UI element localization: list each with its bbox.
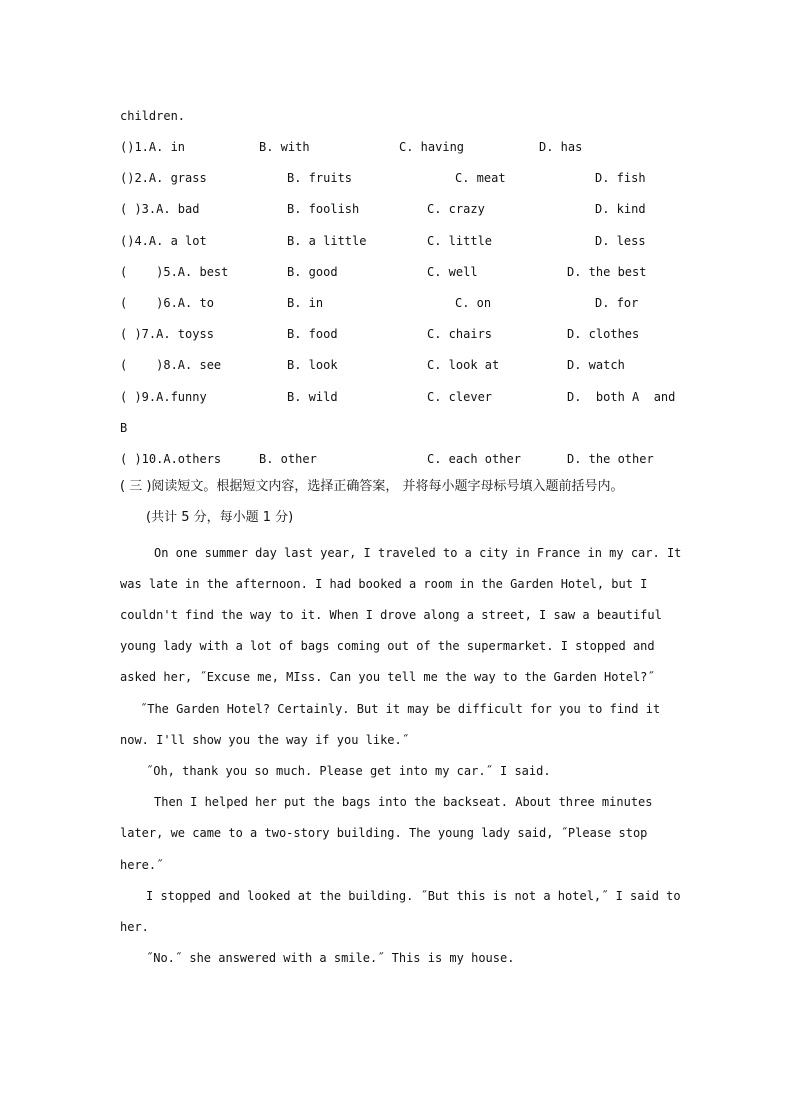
passage-line: her. (120, 920, 149, 934)
option-a: ( )8.A. see (120, 358, 222, 372)
option-b: B. with (259, 140, 310, 154)
option-a: ( )10.A.others (120, 452, 222, 466)
option-a: ( )3.A. bad (120, 202, 200, 216)
option-c: C. chairs (427, 327, 493, 341)
option-a: ( )5.A. best (120, 265, 229, 279)
option-c: C. look at (427, 358, 500, 372)
option-c: C. on (455, 296, 492, 310)
option-b: B. a little (287, 234, 367, 248)
option-c: C. meat (455, 171, 506, 185)
passage-line: Then I helped her put the bags into the backseat. About three minutes (154, 795, 653, 809)
option-d: D. the other (567, 452, 654, 466)
option-a: ( )6.A. to (120, 296, 214, 310)
option-a: ()2.A. grass (120, 171, 207, 185)
passage-line: here.˝ (120, 858, 164, 872)
option-d: D. kind (595, 202, 646, 216)
passage-line: ˝No.˝ she answered with a smile.˝ This is my house. (146, 951, 515, 965)
option-b: B. look (287, 358, 338, 372)
section-subheading: (共计 5 分，每小题 1 分) (146, 510, 294, 525)
option-b: B. other (259, 452, 317, 466)
passage-line: couldn't find the way to it. When I drove along a street, I saw a beautiful (120, 608, 662, 622)
option-a: ( )7.A. toyss (120, 327, 214, 341)
passage-line: now. I'll show you the way if you like.˝ (120, 733, 409, 747)
passage-line: I stopped and looked at the building. ˝But this is not a hotel,˝ I said to (146, 889, 681, 903)
option-c: C. well (427, 265, 478, 279)
option-d: D. both A and (567, 390, 676, 404)
option-b: B. wild (287, 390, 338, 404)
option-c: C. clever (427, 390, 493, 404)
intro-tail: children. (120, 109, 186, 123)
option-b: B. good (287, 265, 338, 279)
passage-line: On one summer day last year, I traveled to a city in France in my car. It (154, 546, 682, 560)
option-d: D. less (595, 234, 646, 248)
option-b: B. foolish (287, 202, 360, 216)
passage-line: later, we came to a two-story building. The young lady said, ˝Please stop (120, 826, 648, 840)
option-b: B. in (287, 296, 324, 310)
option-a: ()1.A. in (120, 140, 186, 154)
option-c: C. little (427, 234, 493, 248)
option-b: B. fruits (287, 171, 353, 185)
passage-line: ˝Oh, thank you so much. Please get into my car.˝ I said. (146, 764, 551, 778)
option-d: D. the best (567, 265, 647, 279)
option-d: D. watch (567, 358, 625, 372)
passage-line: was late in the afternoon. I had booked a room in the Garden Hotel, but I (120, 577, 648, 591)
option-wrap: B (120, 421, 128, 435)
section-heading: ( 三 )阅读短文。根据短文内容，选择正确答案， 并将每小题字母标号填入题前括号内。 (120, 479, 624, 494)
option-d: D. for (595, 296, 639, 310)
option-c: C. each other (427, 452, 521, 466)
option-b: B. food (287, 327, 338, 341)
option-d: D. fish (595, 171, 646, 185)
option-d: D. has (539, 140, 583, 154)
passage-line: asked her, ˝Excuse me, MIss. Can you tell me the way to the Garden Hotel?˝ (120, 670, 655, 684)
option-c: C. having (399, 140, 465, 154)
option-a: ()4.A. a lot (120, 234, 207, 248)
option-c: C. crazy (427, 202, 485, 216)
passage-line: ˝The Garden Hotel? Certainly. But it may be difficult for you to find it (140, 702, 661, 716)
passage-line: young lady with a lot of bags coming out of the supermarket. I stopped and (120, 639, 655, 653)
option-d: D. clothes (567, 327, 640, 341)
option-a: ( )9.A.funny (120, 390, 207, 404)
